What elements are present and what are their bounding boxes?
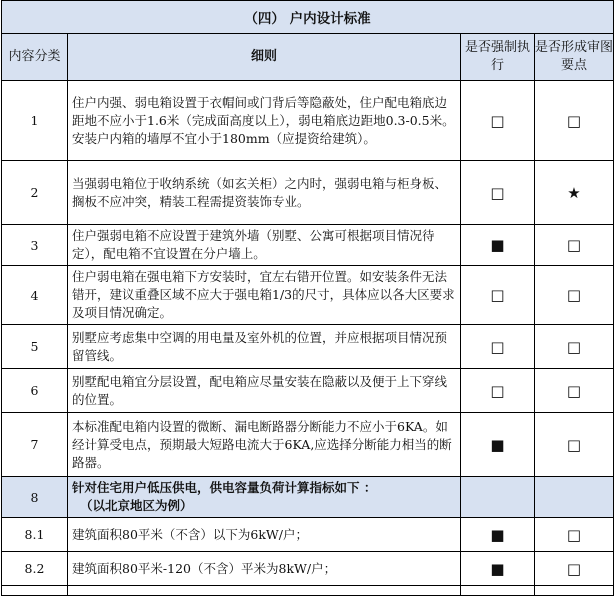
section-heading-line: 针对住宅用户低压供电，供电容量负荷计算指标如下 ： [72,480,377,495]
table-row [2,413,614,477]
mandatory-mark: ■ [461,413,535,477]
mandatory-mark: ■ [461,518,535,552]
review-mark: □ [535,413,614,477]
row-number: 8.1 [2,518,68,552]
mandatory-mark: ■ [461,225,535,266]
section-empty-cell [461,477,535,518]
review-mark: ★ [535,161,614,225]
table-title: （四） 户内设计标准 [2,1,614,34]
row-number: 8.2 [2,552,68,586]
review-mark: □ [535,81,614,161]
mandatory-mark: □ [461,369,535,413]
header-category: 内容分类 [2,34,68,81]
mandatory-mark: □ [461,325,535,369]
table-row [2,518,614,552]
mandatory-mark: □ [461,266,535,325]
mandatory-mark: □ [461,81,535,161]
table-row-partial [2,586,614,596]
row-text: 别墅配电箱宜分层设置，配电箱应尽量安装在隐蔽以及便于上下穿线的位置。 [68,369,461,413]
row-number: 7 [2,413,68,477]
row-text: 住户强弱电箱不应设置于建筑外墙（别墅、公寓可根据项目情况待定），配电箱不宜设置在分户墙上。 [68,225,461,266]
section-heading [68,477,461,518]
table-row [2,81,614,161]
title-row [2,1,614,34]
review-mark: □ [535,325,614,369]
row-text: 当强弱电箱位于收纳系统（如玄关柜）之内时，强弱电箱与柜身板、搁板不应冲突，精装工程需提资装饰专业。 [68,161,461,225]
review-mark: □ [535,552,614,586]
review-mark: □ [535,518,614,552]
table-row [2,225,614,266]
design-standard-table [1,0,614,596]
table-row [2,161,614,225]
table-row [2,552,614,586]
review-mark: □ [535,225,614,266]
review-mark: □ [535,369,614,413]
row-number: 3 [2,225,68,266]
header-row [2,34,614,81]
section-row [2,477,614,518]
section-heading-line: （以北京地区为例） [80,498,193,513]
row-number: 2 [2,161,68,225]
row-text: 本标准配电箱内设置的微断、漏电断路器分断能力不应小于6KA。如经计算受电点，预期最大短路电流大于6KA,应选择分断能力相当的断路器。 [68,413,461,477]
row-number: 6 [2,369,68,413]
table-row [2,266,614,325]
row-text: 住户内强、弱电箱设置于衣帽间或门背后等隐蔽处，住户配电箱底边距地不应小于1.6米（完成面高度以上），弱电箱底边距地0.3-0.5米。安装户内箱的墙厚不宜小于180mm（应提资给建筑）。 [68,81,461,161]
table-row [2,369,614,413]
row-text: 别墅应考虑集中空调的用电量及室外机的位置，并应根据项目情况预留管线。 [68,325,461,369]
mandatory-mark: ■ [461,552,535,586]
row-text: 住户弱电箱在强电箱下方安装时，宜左右错开位置。如安装条件无法错开，建议重叠区域不应大于强电箱1/3的尺寸，具体应以各大区要求及项目情况确定。 [68,266,461,325]
table-row [2,325,614,369]
header-review: 是否形成审图要点 [535,34,614,81]
row-text: 建筑面积80平米-120（不含）平米为8kW/户； [68,552,461,586]
section-number: 8 [2,477,68,518]
mandatory-mark: □ [461,161,535,225]
section-empty-cell [535,477,614,518]
header-mandatory: 是否强制执行 [461,34,535,81]
header-detail: 细则 [68,34,461,81]
row-number: 1 [2,81,68,161]
row-number: 5 [2,325,68,369]
row-text: 建筑面积80平米（不含）以下为6kW/户； [68,518,461,552]
review-mark: □ [535,266,614,325]
row-number: 4 [2,266,68,325]
